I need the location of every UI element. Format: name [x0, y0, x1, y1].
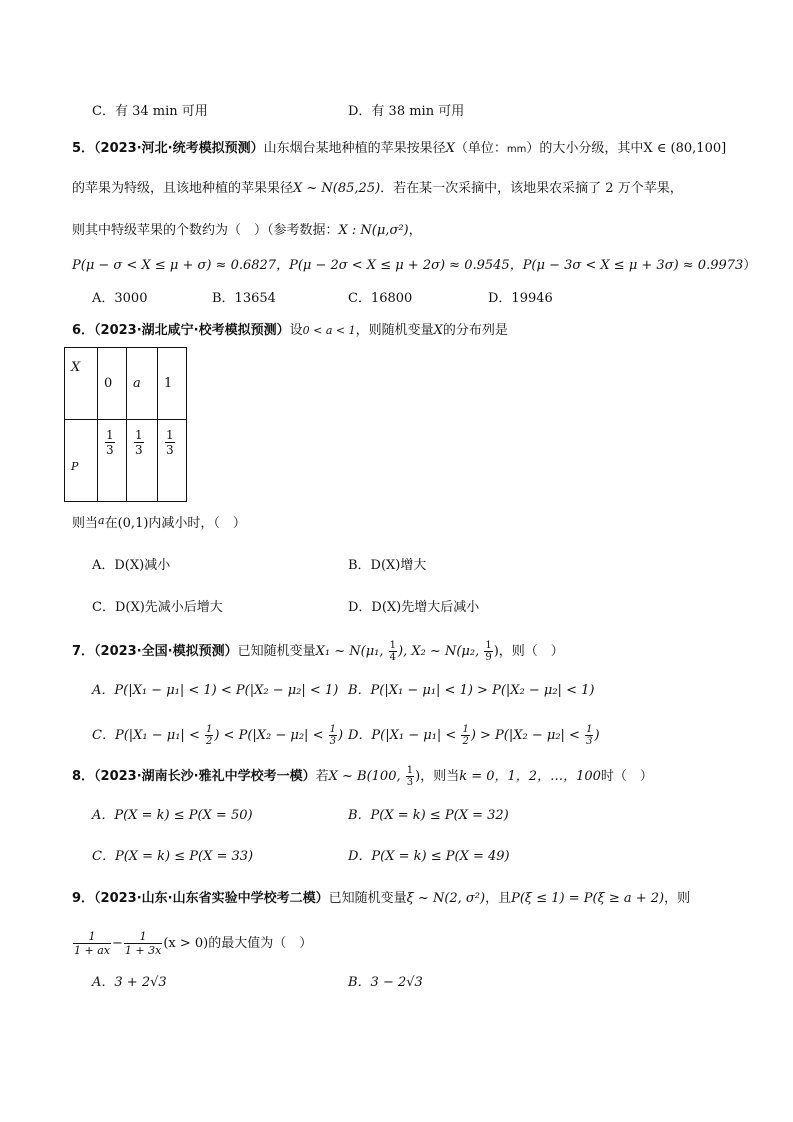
- table-cell-1: 1: [158, 348, 187, 420]
- q5-stem-2c: ．若在某一次采摘中，该地果农采摘了 2 万个苹果，: [380, 181, 683, 196]
- third-numerator: 1: [329, 724, 336, 735]
- q6-option-b: B．D(X)增大: [348, 558, 427, 573]
- prob-3-denominator: 3: [166, 443, 174, 457]
- q7-stem: [72, 640, 564, 663]
- q7-d-part1: D．P(|X₁ − μ₁| <: [348, 728, 461, 743]
- half-numerator: 1: [462, 724, 469, 735]
- third-denominator: 3: [406, 777, 414, 788]
- q5-stem-3a: 则其中特级苹果的个数约为（ ）（参考数据：: [72, 223, 339, 238]
- q6-after-var: a: [98, 514, 105, 527]
- q5-line-3: [72, 222, 422, 240]
- table-prob-1: [98, 420, 127, 502]
- q9-stem-e: ，则: [664, 891, 691, 906]
- q8-option-b: B．P(X = k) ≤ P(X = 32): [348, 808, 509, 823]
- q9-option-b: B．3 − 2√3: [348, 975, 423, 990]
- third-numerator: 1: [586, 724, 593, 735]
- third-denominator: 3: [586, 736, 593, 747]
- q8-k-range: k = 0，1，2，…，100: [459, 769, 601, 784]
- q6-source: （2023·湖北咸宁·校考模拟预测）: [94, 323, 290, 338]
- ninth-numerator: 1: [485, 640, 492, 651]
- q7-close-paren: ): [493, 644, 499, 659]
- quarter-numerator: 1: [389, 640, 396, 651]
- fraction-1-numerator: 1: [73, 930, 111, 944]
- q6-after-a: 则当: [72, 516, 99, 531]
- q7-option-d: [348, 724, 600, 747]
- q9-normal: ξ ~ N(2, σ²): [406, 891, 486, 906]
- q5-line-2: [72, 180, 683, 198]
- q8-number: 8．: [72, 769, 95, 784]
- q7-number: 7．: [72, 644, 95, 659]
- q7-source: （2023·全国·模拟预测）: [94, 644, 238, 659]
- q5-source: （2023·河北·统考模拟预测）: [94, 141, 264, 156]
- q7-x1-dist: X₁ ~ N(μ₁,: [315, 644, 388, 659]
- q5-unit: mm: [506, 144, 527, 155]
- q8-stem-f: 时（ ）: [600, 769, 653, 784]
- q6-stem-e: 的分布列是: [442, 323, 508, 338]
- table-cell-a: a: [127, 348, 158, 420]
- q8-fraction-third: [406, 765, 414, 788]
- q7-stem-a: 已知随机变量: [237, 644, 316, 659]
- q4-option-c: C．有 34 min 可用: [92, 104, 208, 119]
- q4-option-d: D．有 38 min 可用: [348, 104, 465, 119]
- q5-stem-1a: 山东烟台某地种植的苹果按果径: [263, 141, 446, 156]
- q7-option-a: A．P(|X₁ − μ₁| < 1) < P(|X₂ − μ₂| < 1): [92, 683, 339, 698]
- prob-2-denominator: 3: [135, 443, 143, 457]
- q9-stem-c: ，且: [485, 891, 512, 906]
- table-row-probabilities: [65, 420, 187, 502]
- table-prob-2: [127, 420, 158, 502]
- q9-minus: −: [111, 936, 123, 951]
- q5-option-a: A．3000: [92, 291, 148, 306]
- prob-1-numerator: 1: [106, 428, 114, 442]
- q7-d-half: [461, 724, 469, 747]
- q7-c-half: [205, 724, 213, 747]
- half-denominator: 2: [205, 736, 213, 747]
- q9-number: 9．: [72, 891, 95, 906]
- q5-line-4: [72, 257, 756, 275]
- table-cell-0: 0: [98, 348, 127, 420]
- q6-after-e: 内减小时，（ ）: [148, 516, 246, 531]
- q8-option-d: D．P(X = k) ≤ P(X = 49): [348, 849, 510, 864]
- q6-stem-a: 设: [289, 323, 303, 338]
- q7-d-third: [585, 724, 593, 747]
- third-numerator: 1: [406, 765, 414, 776]
- q5-interval: X ∈ (80,100]: [643, 141, 727, 156]
- q6-number: 6．: [72, 323, 95, 338]
- prob-2-numerator: 1: [135, 428, 143, 442]
- q7-fraction-quarter: [389, 640, 397, 663]
- fraction-1-denominator: 1 + ax: [74, 944, 110, 957]
- q6-option-a: A．D(X)减小: [92, 558, 171, 573]
- q9-fraction-2: [124, 930, 162, 957]
- quarter-denominator: 4: [389, 652, 396, 663]
- q8-binomial: X ~ B(100,: [328, 769, 405, 784]
- q8-source: （2023·湖南长沙·雅礼中学校考一模）: [94, 769, 316, 784]
- q5-ref-dist: X : N(μ,σ²): [338, 223, 409, 238]
- q5-ref-2: ，P(μ − 2σ < X ≤ μ + 2σ) ≈ 0.9545: [276, 258, 510, 273]
- q5-ref-close: ）: [743, 258, 757, 273]
- q7-option-c: [92, 724, 343, 747]
- q7-c-part2: ) < P(|X₂ − μ₂| <: [214, 728, 328, 743]
- fraction-2-denominator: 1 + 3x: [124, 944, 162, 957]
- half-numerator: 1: [205, 724, 213, 735]
- q5-number: 5．: [72, 141, 95, 156]
- q5-ref-3: ，P(μ − 3σ < X ≤ μ + 3σ) ≈ 0.9973: [509, 258, 744, 273]
- q6-question: [72, 515, 246, 533]
- q7-x2-dist: ), X₂ ~ N(μ₂,: [398, 644, 484, 659]
- q8-close-paren: ): [415, 769, 421, 784]
- q7-fraction-ninth: [484, 640, 492, 663]
- q5-line-1: [72, 140, 726, 159]
- q9-stem: [72, 890, 690, 908]
- q9-source: （2023·山东·山东省实验中学校考二模）: [94, 891, 329, 906]
- q7-c-third: [329, 724, 337, 747]
- q7-option-b: B．P(|X₁ − μ₁| < 1) > P(|X₂ − μ₂| < 1): [348, 683, 595, 698]
- q6-stem: [72, 322, 508, 340]
- prob-1-denominator: 3: [106, 443, 114, 457]
- q6-condition: 0 < a < 1: [302, 324, 356, 337]
- q5-option-b: B．13654: [212, 291, 276, 306]
- half-denominator: 2: [462, 736, 469, 747]
- table-header-x: X: [65, 348, 98, 420]
- q8-stem: [72, 765, 653, 788]
- third-denominator: 3: [329, 736, 336, 747]
- q9-option-a: A．3 + 2√3: [92, 975, 167, 990]
- q7-c-part3: ): [337, 728, 344, 743]
- ninth-denominator: 9: [485, 652, 492, 663]
- table-prob-3: [158, 420, 187, 502]
- q9-expression: [72, 930, 312, 957]
- q8-option-a: A．P(X = k) ≤ P(X = 50): [92, 808, 253, 823]
- q5-stem-1d: ）的大小分级，其中: [526, 141, 644, 156]
- q6-stem-c: ，则随机变量: [355, 323, 434, 338]
- distribution-table: [64, 347, 187, 502]
- q9-stem-a: 已知随机变量: [328, 891, 407, 906]
- q7-stem-e: ，则（ ）: [498, 644, 564, 659]
- q8-stem-d: ，则当: [420, 769, 460, 784]
- q5-var-x: X: [445, 141, 455, 156]
- q7-d-part3: ): [594, 728, 600, 743]
- q5-option-c: C．16800: [348, 291, 413, 306]
- q5-stem-3c: ，: [408, 223, 422, 238]
- q5-ref-1: P(μ − σ < X ≤ μ + σ) ≈ 0.6827: [72, 258, 277, 273]
- q6-after-c: 在: [104, 516, 118, 531]
- q9-fraction-1: [73, 930, 111, 957]
- q6-option-c: C．D(X)先减小后增大: [92, 600, 223, 615]
- table-header-p: P: [65, 420, 98, 502]
- q9-prob-eq: P(ξ ≤ 1) = P(ξ ≥ a + 2): [511, 891, 665, 906]
- q6-after-interval: (0,1): [117, 516, 149, 531]
- q6-var-x: X: [433, 323, 443, 338]
- q5-option-d: D．19946: [488, 291, 553, 306]
- q9-expr-tail: (x > 0)的最大值为（ ）: [163, 936, 313, 951]
- q7-d-part2: ) > P(|X₂ − μ₂| <: [470, 728, 585, 743]
- q7-c-part1: C．P(|X₁ − μ₁| <: [92, 728, 204, 743]
- q5-normal: X ~ N(85,25): [293, 181, 381, 196]
- fraction-2-numerator: 1: [124, 930, 162, 944]
- q5-stem-1c: （单位：: [454, 141, 507, 156]
- q5-stem-2a: 的苹果为特级，且该地种植的苹果果径: [72, 181, 294, 196]
- q8-option-c: C．P(X = k) ≤ P(X = 33): [92, 849, 254, 864]
- table-row-values: [65, 348, 187, 420]
- prob-3-numerator: 1: [166, 428, 174, 442]
- q6-option-d: D．D(X)先增大后减小: [348, 600, 480, 615]
- q8-stem-a: 若: [315, 769, 329, 784]
